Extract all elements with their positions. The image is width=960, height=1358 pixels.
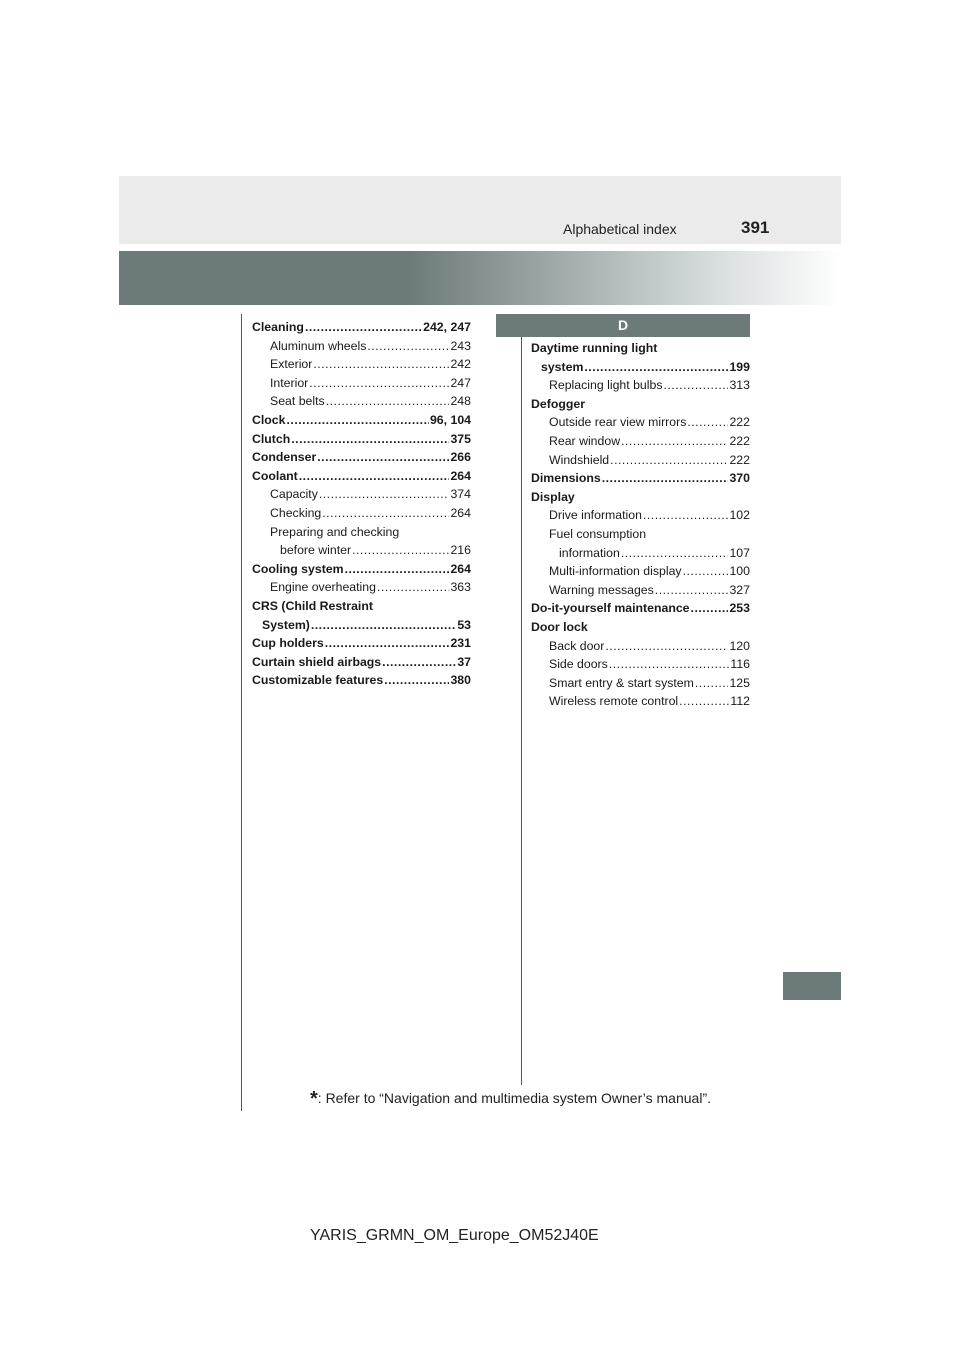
index-entry-text: Back door [549,638,605,653]
index-entry-text: Checking [270,505,322,520]
index-entry [531,469,750,488]
index-entry-text: Side doors [549,657,608,672]
index-entry-text: Rear window [549,433,621,448]
index-entry-page: 116 [730,657,750,672]
dot-leader [326,392,450,411]
index-entry-page: 96, 104 [429,412,471,427]
index-entry-page: 125 [729,675,750,690]
index-entry-text: Engine overheating [270,580,376,595]
index-entry-text: Cup holders [252,636,324,651]
index-entry-page: 374 [450,487,471,502]
index-entry-text: Fuel consumption [549,526,647,541]
index-entry-text: Customizable features [252,673,384,688]
index-entry [252,485,471,504]
index-entry-text: Outside rear view mirrors [549,415,687,430]
index-entry [531,395,750,414]
dot-leader [367,337,449,356]
index-entry [252,318,471,337]
document-id: YARIS_GRMN_OM_Europe_OM52J40E [310,1227,599,1244]
dot-leader [691,599,729,618]
index-entry [252,374,471,393]
dot-leader [679,692,729,711]
index-entry [531,674,750,693]
index-entry-page: 264 [450,505,471,520]
index-entry-text: Clock [252,412,286,427]
index-entry-text: Aluminum wheels [270,338,367,353]
index-entry-text: Seat belts [270,394,325,409]
index-entry-page: 100 [729,564,750,579]
index-column-1 [252,318,471,690]
index-entry-page: 313 [729,378,750,393]
index-entry [252,578,471,597]
index-entry-page: 380 [450,673,471,688]
index-entry [531,413,750,432]
index-entry-page: 222 [729,452,750,467]
index-entry-page: 243 [450,338,471,353]
index-entry [531,581,750,600]
index-entry-text: Smart entry & start system [549,675,694,690]
index-entry-text: Daytime running light [531,341,658,355]
index-entry [531,451,750,470]
page-number: 391 [741,218,770,237]
index-entry-text: Curtain shield airbags [252,654,382,669]
index-entry [252,523,471,542]
index-entry-text: Warning messages [549,582,654,597]
index-entry [252,653,471,672]
index-entry [531,339,750,358]
dot-leader [610,451,728,470]
index-entry [252,355,471,374]
index-entry-page: 264 [450,468,471,483]
dot-leader [602,469,729,488]
dot-leader [384,671,449,690]
index-entry-text: Display [531,489,575,504]
footnote-star: * [310,1088,318,1110]
index-entry-page: 107 [729,545,750,560]
dot-leader [317,448,449,467]
index-entry [252,541,471,560]
section-tab [783,972,841,1000]
dot-leader [319,485,450,504]
index-entry-text: Clutch [252,431,291,446]
index-entry-page: 37 [457,654,471,669]
index-entry-text: Cleaning [252,320,304,334]
index-entry-text: Capacity [270,487,318,502]
index-entry [252,467,471,486]
index-entry-text: Preparing and checking [270,524,400,539]
dot-leader [655,581,729,600]
index-entry-page: 231 [450,636,471,651]
index-entry [531,376,750,395]
index-entry [252,448,471,467]
dot-leader [609,655,730,674]
index-entry [531,432,750,451]
index-entry-page: 53 [457,617,471,632]
index-entry [252,616,471,635]
index-entry-page: 199 [729,359,750,374]
index-entry-text: system [541,359,584,374]
index-entry-page: 102 [729,508,750,523]
index-entry-page: 248 [450,394,471,409]
index-entry-page: 120 [729,638,750,653]
index-entry-text: Do-it-yourself maintenance [531,601,690,616]
index-entry-text: Multi-information display [549,564,682,579]
index-entry-text: Replacing light bulbs [549,378,663,393]
index-entry [531,358,750,377]
letter-header-d: D [496,314,750,337]
index-entry-text: information [559,545,620,560]
index-entry [531,544,750,563]
index-entry-page: 242 [450,357,471,372]
index-entry-text: System) [262,617,310,632]
dot-leader [322,504,449,523]
index-entry-page: 264 [450,561,471,576]
index-entry [252,411,471,430]
index-entry-text: Drive information [549,508,642,523]
header-band [119,176,841,244]
dot-leader [299,467,450,486]
index-entry [531,618,750,637]
dot-leader [643,506,729,525]
dot-leader [382,653,456,672]
index-entry [252,504,471,523]
index-entry-text: Wireless remote control [549,694,679,709]
index-entry [531,637,750,656]
index-entry [531,506,750,525]
index-entry [531,488,750,507]
index-entry [531,655,750,674]
index-entry-text: Dimensions [531,471,601,486]
index-entry-page: 112 [730,694,750,709]
index-entry-page: 363 [450,580,471,595]
dot-leader [621,432,728,451]
dot-leader [313,355,449,374]
dot-leader [287,411,429,430]
dot-leader [345,560,450,579]
dot-leader [305,318,422,337]
column-divider-middle [521,314,522,1085]
index-entry-page: 375 [450,431,471,446]
index-entry [252,597,471,616]
section-title: Alphabetical index [563,221,677,237]
index-entry [252,634,471,653]
dot-leader [687,413,728,432]
dot-leader [325,634,450,653]
dot-leader [291,430,449,449]
index-entry-text: Exterior [270,357,313,372]
index-entry-text: Interior [270,375,309,390]
dot-leader [605,637,728,656]
index-column-2 [531,339,750,711]
dot-leader [377,578,449,597]
index-entry-text: Windshield [549,452,610,467]
index-entry [531,599,750,618]
index-entry [531,692,750,711]
index-entry-page: 222 [729,415,750,430]
index-entry [252,337,471,356]
index-entry-page: 327 [729,582,750,597]
index-entry-page: 242, 247 [423,320,471,334]
dot-leader [621,544,729,563]
index-entry-text: Cooling system [252,561,344,576]
dot-leader [309,374,449,393]
index-entry-page: 253 [729,601,750,616]
dot-leader [311,616,456,635]
dot-leader [663,376,728,395]
index-entry [252,560,471,579]
index-entry-text: Coolant [252,468,298,483]
index-entry [252,392,471,411]
index-entry-page: 222 [729,433,750,448]
index-entry [531,562,750,581]
index-entry-text: Condenser [252,450,317,465]
footnote [310,1088,711,1111]
index-entry-page: 370 [729,471,750,486]
dot-leader [584,358,728,377]
index-entry [531,525,750,544]
index-entry-page: 247 [450,375,471,390]
index-entry-page: 266 [450,450,471,465]
index-entry-page: 216 [450,543,471,558]
dot-leader [683,562,729,581]
index-entry-text: Door lock [531,619,588,634]
dot-leader [695,674,729,693]
index-entry-text: Defogger [531,396,585,411]
index-entry-text: before winter [280,543,352,558]
index-entry [252,430,471,449]
index-entry [252,671,471,690]
index-entry-text: CRS (Child Restraint [252,598,373,613]
column-divider-left [241,314,242,1111]
footnote-text: : Refer to “Navigation and multimedia system Owner’s manual”. [317,1090,711,1106]
header-gradient-bar [119,251,841,305]
dot-leader [352,541,449,560]
